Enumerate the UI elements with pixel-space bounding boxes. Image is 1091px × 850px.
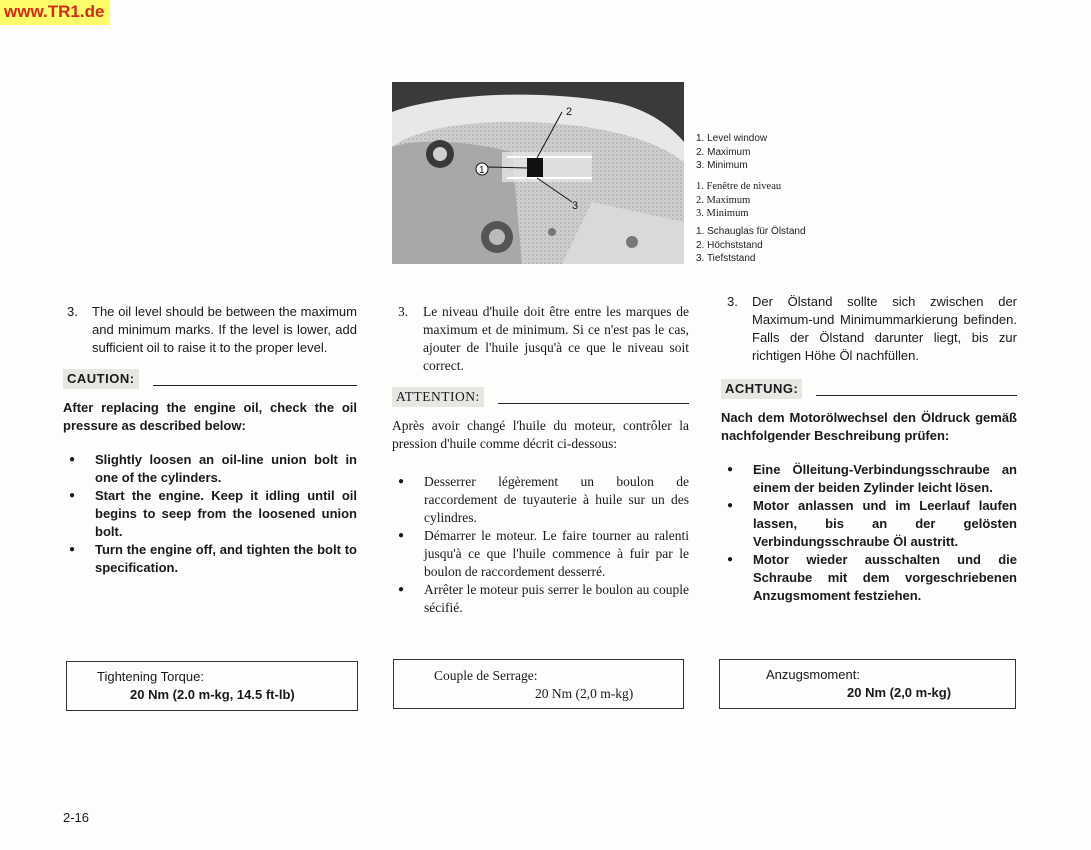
torque-label: Tightening Torque: [97, 669, 204, 684]
bullet-icon: ● [727, 554, 734, 565]
legend-french [696, 180, 781, 221]
caution-label: ATTENTION: [392, 387, 484, 407]
list-item: ● Motor wieder ausschalten und die Schraube mit dem vorgeschriebenen Anzugsmoment festziehen. [721, 551, 1017, 605]
bullet-icon: ● [69, 454, 76, 465]
french-column [392, 303, 689, 617]
list-item: ● Arrêter le moteur puis serrer le boulon au couple sécifié. [392, 581, 689, 617]
step-number: 3. [67, 304, 78, 319]
bullet-icon: ● [398, 584, 405, 595]
oil-level-window-photo [392, 82, 684, 264]
legend-english [696, 132, 767, 173]
legend-item: 3. Minimum [696, 160, 748, 171]
bullet-icon: ● [727, 464, 734, 475]
legend-item: 2. Maximum [696, 194, 751, 206]
torque-box-french [393, 659, 684, 709]
torque-value: 20 Nm (2,0 m-kg) [535, 686, 634, 701]
step-3 [63, 303, 357, 357]
procedure-list [392, 473, 689, 617]
torque-box-english [66, 661, 358, 711]
list-item: ● Démarrer le moteur. Le faire tourner au ralenti jusqu'à ce que l'huile commence à fuir par le boulon de raccordement desserré. [392, 527, 689, 581]
legend-item: 1. Level window [696, 133, 768, 144]
list-item: ● Start the engine. Keep it idling until oil begins to seep from the loosened union bolt. [63, 487, 357, 541]
bullet-icon: ● [398, 476, 405, 487]
torque-box-german [719, 659, 1016, 709]
german-column [721, 293, 1017, 605]
list-item: ● Turn the engine off, and tighten the bolt to specification. [63, 541, 357, 577]
legend-item: 2. Maximum [696, 146, 751, 158]
bullet-icon: ● [398, 530, 405, 541]
caution-rule [498, 403, 689, 404]
legend-item: 3. Tiefststand [696, 253, 756, 264]
legend-item: 1. Schauglas für Ölstand [696, 226, 806, 237]
english-column [63, 303, 357, 577]
list-item: ● Motor anlassen und im Leerlauf laufen lassen, bis an der gelösten Verbindungsschraube Öl austritt. [721, 497, 1017, 551]
procedure-list [63, 451, 357, 577]
caution-rule [816, 395, 1017, 396]
legend-item: 1. Fenêtre de niveau [696, 181, 782, 192]
torque-label: Couple de Serrage: [434, 668, 538, 683]
step-3 [721, 293, 1017, 365]
bullet-icon: ● [727, 500, 734, 511]
step-text: The oil level should be between the maximum and minimum marks. If the level is lower, add sufficient oil to raise it to the proper level. [92, 304, 357, 355]
procedure-list [721, 461, 1017, 605]
caution-header [63, 369, 357, 389]
callout-2: 2 [566, 106, 573, 118]
caution-text: Nach dem Motorölwechsel den Öldruck gemäß nachfolgender Beschreibung prüfen: [721, 410, 1017, 443]
caution-header [721, 379, 1017, 399]
caution-label: CAUTION: [63, 369, 139, 389]
step-text: Der Ölstand sollte sich zwischen der Maximum-und Minimummarkierung befinden. Falls der Ölstand darunter liegt, bis zur richtigen Höhe Öl nachfüllen. [752, 294, 1017, 363]
torque-value: 20 Nm (2,0 m-kg) [847, 685, 952, 700]
page-number: 2-16 [63, 810, 90, 825]
torque-value: 20 Nm (2.0 m-kg, 14.5 ft-lb) [130, 687, 295, 702]
step-number: 3. [398, 304, 409, 319]
site-watermark: www.TR1.de [0, 0, 110, 25]
caution-label: ACHTUNG: [721, 379, 802, 399]
caution-text: After replacing the engine oil, check the oil pressure as described below: [63, 400, 357, 433]
caution-rule [153, 385, 357, 386]
callout-1: 1 [479, 165, 485, 176]
step-text: Le niveau d'huile doit être entre les marques de maximum et de minimum. Si ce n'est pas le cas, ajouter de l'huile jusqu'à ce que le niveau soit correct. [423, 304, 689, 373]
legend-item: 3. Minimum [696, 208, 749, 219]
step-number: 3. [727, 294, 738, 309]
step-3 [392, 303, 689, 375]
callout-3: 3 [572, 200, 579, 212]
list-item: ● Slightly loosen an oil-line union bolt in one of the cylinders. [63, 451, 357, 487]
list-item: ● Desserrer légèrement un boulon de raccordement de tuyauterie à huile sur un des cylindres. [392, 473, 689, 527]
caution-header [392, 387, 689, 407]
bullet-icon: ● [69, 544, 76, 555]
legend-german [696, 225, 806, 266]
caution-text: Après avoir changé l'huile du moteur, contrôler la pression d'huile comme décrit ci-dessous: [392, 418, 689, 451]
bullet-icon: ● [69, 490, 76, 501]
list-item: ● Eine Ölleitung-Verbindungsschraube an einem der beiden Zylinder leicht lösen. [721, 461, 1017, 497]
torque-label: Anzugsmoment: [766, 667, 860, 682]
legend-item: 2. Höchststand [696, 239, 763, 251]
